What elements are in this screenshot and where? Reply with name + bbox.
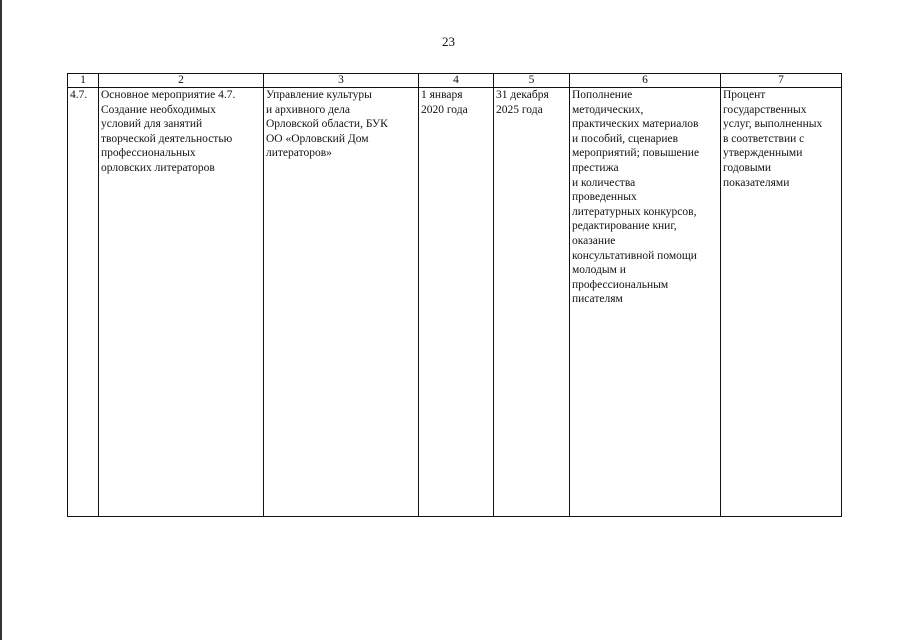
cell-text-line: условий для занятий [101,118,203,131]
cell-text-line: Создание необходимых [101,103,216,116]
cell-text-line: ОО «Орловский Дом [266,132,369,145]
document-table [67,73,842,517]
table-row [68,88,842,517]
column-number-2: 2 [99,74,264,88]
cell-text-line: государственных [723,103,807,116]
cell-text-line: консультативной помощи [572,249,697,262]
cell-text-line: и количества [572,176,636,189]
cell-text-line: годовыми [723,161,772,174]
cell-text-line: орловских литераторов [101,161,215,174]
start-date-cell [419,88,494,517]
column-number-3: 3 [264,74,419,88]
cell-text-line: творческой деятельностью [101,132,233,145]
cell-text-line: молодым и [572,264,626,277]
page-number: 23 [442,34,455,49]
executor-cell [264,88,419,517]
cell-text-line: Пополнение [572,89,633,101]
cell-text-line: 31 декабря [496,89,549,101]
cell-text-line: 2020 года [421,103,468,116]
cell-text-line: Процент [723,89,766,101]
column-number-row [68,74,842,88]
cell-text-line: и архивного дела [266,103,350,116]
column-number-4: 4 [419,74,494,88]
column-number-5: 5 [494,74,570,88]
cell-text-line: услуг, выполненных [723,118,823,131]
cell-text-line: оказание [572,234,616,247]
cell-text-line: писателям [572,293,623,306]
cell-text-line: в соответствии с [723,132,805,145]
cell-text-line: Управление культуры [266,89,372,101]
cell-text-line: профессиональных [101,147,196,160]
column-number-7: 7 [721,74,842,88]
cell-text-line: показателями [723,176,790,189]
cell-text-line: Орловской области, БУК [266,118,388,131]
event-cell [99,88,264,517]
cell-text-line: Основное мероприятие 4.7. [101,89,236,101]
cell-text-line: литераторов» [266,147,332,160]
column-number-6: 6 [570,74,721,88]
cell-text-line: профессиональным [572,278,669,291]
page-left-edge [0,0,2,640]
cell-text-line: 1 января [421,89,463,101]
cell-text-line: редактирование книг, [572,220,677,233]
result-cell [570,88,721,517]
column-number-1: 1 [68,74,99,88]
row-number: 4.7. [68,88,99,517]
cell-text-line: престижа [572,161,619,174]
cell-text-line: 2025 года [496,103,543,116]
cell-text-line: практических материалов [572,118,699,131]
end-date-cell [494,88,570,517]
cell-text-line: литературных конкурсов, [572,205,697,218]
cell-text-line: проведенных [572,191,637,204]
cell-text-line: и пособий, сценариев [572,132,679,145]
indicator-cell [721,88,842,517]
cell-text-line: утвержденными [723,147,803,160]
cell-text-line: мероприятий; повышение [572,147,700,160]
cell-text-line: методических, [572,103,644,116]
